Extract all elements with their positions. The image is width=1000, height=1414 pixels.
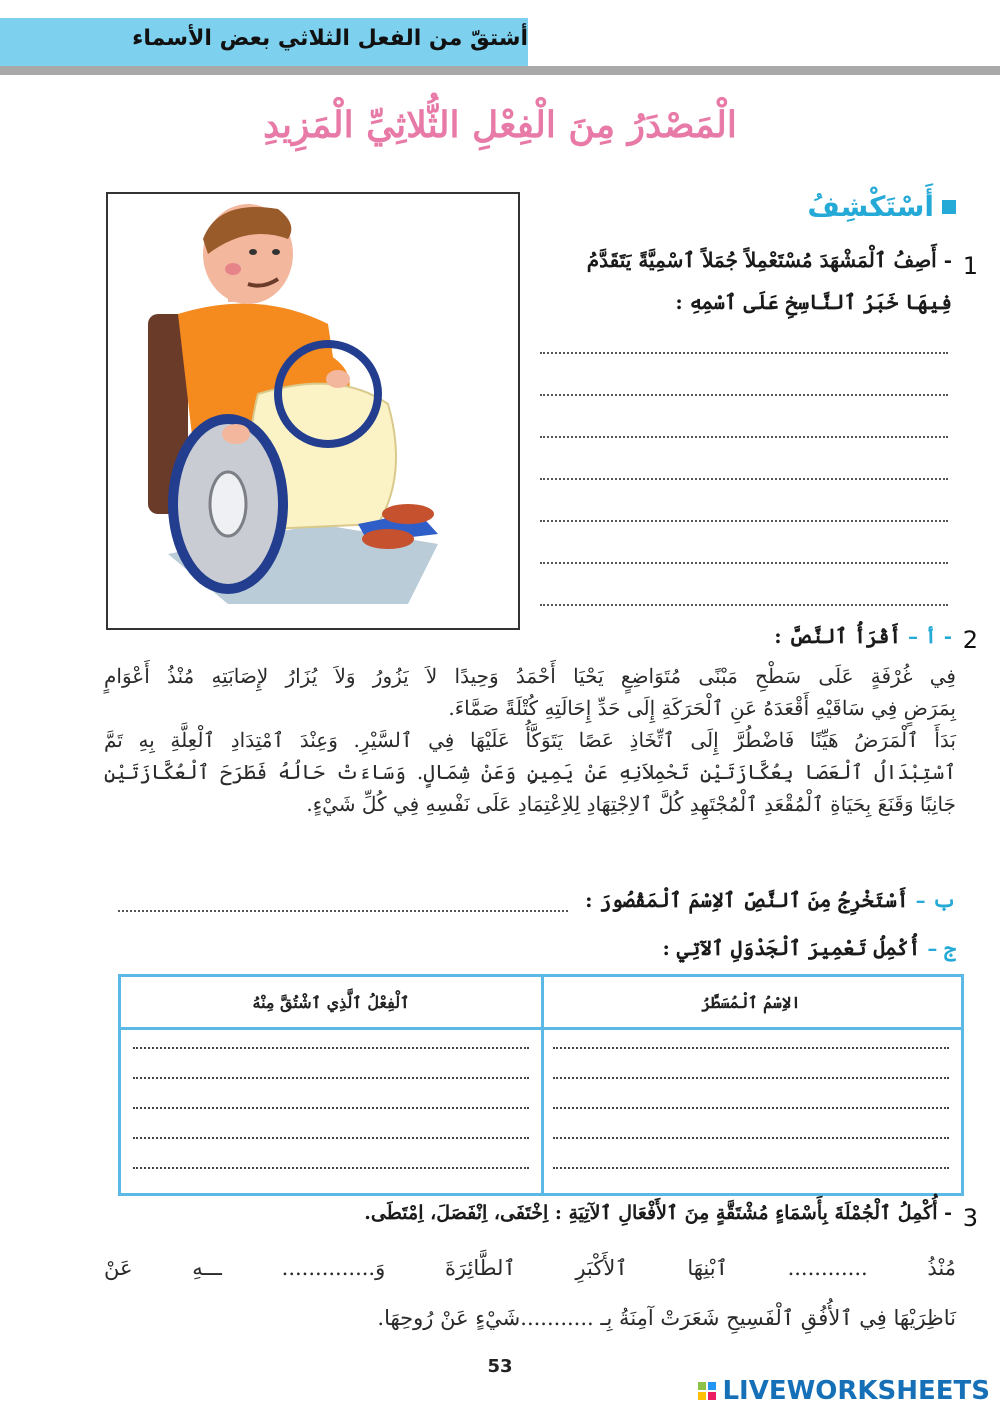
unit-title: أشتقّ من الفعل الثلاثي بعض الأسماء [132, 26, 528, 51]
table-answer-line[interactable] [553, 1047, 949, 1049]
answer-line[interactable] [540, 562, 948, 564]
brand-logo[interactable] [698, 1376, 990, 1406]
wheelchair-illustration [106, 192, 520, 630]
q3-number: 3 [962, 1204, 978, 1232]
brand-grid-icon [698, 1382, 716, 1400]
derivation-table [118, 974, 964, 1196]
square-bullet-icon [942, 200, 956, 214]
table-answer-line[interactable] [133, 1047, 529, 1049]
wheelchair-man-image [108, 194, 518, 628]
q2-part-b-label: ب – [915, 888, 956, 912]
q2-part-a-label: - أ – [908, 624, 952, 648]
passage-line: بِمَرَضٍ فِي سَاقَيْهِ أَقْعَدَهُ عَنِ ٱلْحَرَكَةِ إِلَى حَدِّ إِحَالَتِهِ كُتْلَةً صَمَّاءَ. [448, 696, 956, 720]
table-answer-line[interactable] [553, 1107, 949, 1109]
answer-line[interactable] [118, 910, 568, 912]
page-number: 53 [487, 1356, 513, 1377]
q1-number: 1 [962, 252, 978, 280]
header-rule [0, 66, 1000, 75]
table-answer-line[interactable] [133, 1077, 529, 1079]
table-answer-line[interactable] [553, 1137, 949, 1139]
q2-part-b [585, 888, 956, 912]
table-answer-line[interactable] [133, 1107, 529, 1109]
table-col-source-verb [121, 977, 544, 1193]
q3-line2[interactable]: نَاظِرَيْهَا فِي ٱلأُفُقِ ٱلْفَسِيحِ شَعَرَتْ آمِنَةُ بِـ ...........شَيْءٍ عَنْ رُوحِهَا. [377, 1306, 956, 1330]
q2-part-c [662, 936, 956, 960]
passage-line: جَانِبًا وَقَنَعَ بِحَيَاةِ ٱلْمُقْعَدِ ٱلْمُجْتَهِدِ كُلَّ ٱلاِجْتِهَادِ لِلاِعْتِمَادِ عَلَى نَفْسِهِ فِي كُلِّ شَيْءٍ. [306, 792, 956, 816]
q2-part-b-text: أَسْتَخْرِجُ مِنَ ٱلنَّصِّ ٱلاِسْمَ ٱلْمَقْصُورَ : [585, 888, 909, 912]
table-rows [553, 1047, 949, 1197]
q1-line2: فِيهَا خَبَرُ ٱلنَّاسِخِ عَلَى ٱسْمِهِ : [675, 290, 952, 314]
table-header: ٱلْفِعْلُ ٱلَّذِي ٱشْتُقَّ مِنْهُ [121, 977, 541, 1030]
explore-label: أَسْتَكْشِفُ [807, 190, 934, 223]
answer-line[interactable] [540, 352, 948, 354]
table-header: الاِسْمُ ٱلْمُسَطَّرُ [541, 977, 961, 1030]
brand-name: LIVEWORKSHEETS [722, 1376, 990, 1406]
answer-line[interactable] [540, 394, 948, 396]
table-answer-line[interactable] [133, 1137, 529, 1139]
table-rows [133, 1047, 529, 1197]
lesson-title: الْمَصْدَرُ مِنَ الْفِعْلِ الثُّلاثِيِّ الْمَزِيدِ [263, 104, 737, 146]
answer-line[interactable] [540, 478, 948, 480]
table-answer-line[interactable] [133, 1167, 529, 1169]
answer-line[interactable] [540, 604, 948, 606]
answer-line[interactable] [540, 436, 948, 438]
answer-line[interactable] [540, 520, 948, 522]
passage-line: فِي غُرْفَةٍ عَلَى سَطْحِ مَبْنًى مُتَوَاضِعٍ يَحْيَا أَحْمَدُ وَحِيدًا لاَ يَزُورُ وَلاَ يُزَارُ لإِصَابَتِهِ مُنْذُ أَعْوَامٍ [104, 664, 956, 688]
table-answer-line[interactable] [553, 1077, 949, 1079]
q2-part-c-text: أُكْمِلُ تَعْمِيرَ ٱلْجَدْوَلِ ٱلآتِي : [662, 936, 921, 960]
q2-number: 2 [962, 626, 978, 654]
explore-heading [807, 190, 956, 223]
q2-part-a-text: أَقْرَأُ ٱلنَّصَّ : [774, 624, 902, 648]
passage-line: ٱسْتِبْدَالُ ٱلْعَصَا بِعُكَّازَتَيْنِ تَحْمِلاَنِهِ عَنْ يَمِينٍ وَعَنْ شِمَالٍ. وَسَاءَتْ حَالُهُ فَطَرَحَ ٱلْعُكَّازَتَيْنِ [104, 760, 956, 784]
reading-passage [104, 660, 956, 820]
q3-instruction: - أُكْمِلُ ٱلْجُمْلَةَ بِأَسْمَاءٍ مُشْتَقَّةٍ مِنَ ٱلأَفْعَالِ ٱلآتِيَةِ : اِخْتَفَى، اِنْفَصَلَ، اِمْتَطَى. [364, 1202, 952, 1224]
q3-line1[interactable]: مُنْذُ ............ ٱبْنِهَا ٱلأَكْبَرِ ٱلطَّائِرَةَ وَ.............. ـــهِ عَنْ [104, 1256, 956, 1280]
q1-line1: - أَصِفُ ٱلْمَشْهَدَ مُسْتَعْمِلاً جُمَلاً ٱسْمِيَّةً يَتَقَدَّمُ [586, 248, 952, 272]
q2-part-c-label: ج – [927, 936, 956, 960]
q2-part-a [774, 624, 952, 648]
table-answer-line[interactable] [553, 1167, 949, 1169]
passage-line: بَدَأَ ٱلْمَرَضُ هَيِّنًا فَاضْطُرَّ إِلَى ٱتِّخَاذِ عَصًا يَتَوَكَّأُ عَلَيْهَا فِي ٱلسَّيْرِ. وَعِنْدَ ٱمْتِدَادِ ٱلْعِلَّةِ بِهِ تَمَّ [104, 728, 956, 752]
table-col-underlined-noun [541, 977, 961, 1193]
